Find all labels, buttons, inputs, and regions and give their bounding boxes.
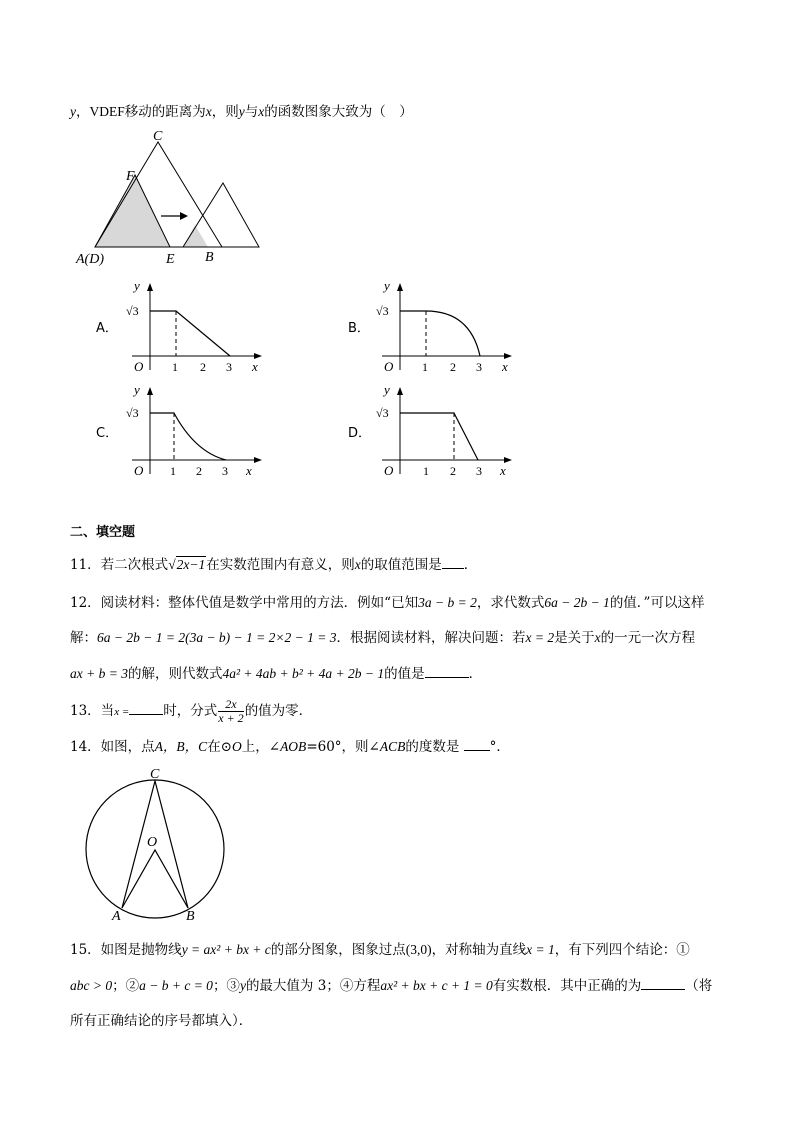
q11-radicand: 2x−1	[176, 557, 206, 572]
q15-line3: 所有正确结论的序号都填入）．	[70, 1013, 253, 1029]
svg-text:2: 2	[450, 464, 456, 478]
svg-text:√3: √3	[376, 406, 389, 420]
arrow-head	[180, 212, 188, 220]
svg-text:x: x	[500, 463, 506, 478]
svg-text:2: 2	[200, 360, 206, 374]
svg-text:2: 2	[196, 464, 202, 478]
q12-answer-blank[interactable]	[425, 665, 469, 678]
svg-text:√3: √3	[376, 304, 389, 318]
q11-answer-blank[interactable]	[442, 556, 464, 569]
curve-a	[150, 311, 230, 356]
option-d-graph[interactable]	[370, 382, 520, 482]
svg-text:2: 2	[450, 360, 456, 374]
svg-text:1: 1	[422, 360, 428, 374]
svg-text:√3: √3	[126, 406, 139, 420]
svg-text:O: O	[384, 463, 394, 478]
circle-figure	[80, 764, 230, 924]
q14-answer-blank[interactable]	[464, 738, 490, 751]
svg-text:B: B	[186, 909, 195, 924]
shaded-triangle-def	[95, 175, 170, 247]
svg-text:1: 1	[172, 360, 178, 374]
shaded-overlap	[183, 225, 208, 247]
svg-text:y: y	[384, 382, 390, 397]
option-a-graph[interactable]	[120, 278, 270, 378]
svg-text:√3: √3	[126, 304, 139, 318]
svg-text:3: 3	[476, 360, 482, 374]
label-e: E	[166, 252, 175, 267]
option-d-label[interactable]: D．	[348, 426, 372, 441]
svg-text:x: x	[252, 359, 258, 374]
q15-line2: abc > 0；②a − b + c = 0；③y的最大值为 3；④方程ax² + bx + c + 1 = 0有实数根．其中正确的为 （将	[70, 978, 713, 994]
svg-text:O: O	[384, 359, 394, 374]
svg-text:A: A	[112, 909, 121, 924]
q12-line2: 解：6a − 2b − 1 = 2(3a − b) − 1 = 2×2 − 1 = 3．根据阅读材料，解决问题：若x = 2是关于x的一元一次方程	[70, 630, 696, 646]
curve-c	[150, 413, 226, 460]
option-c-graph[interactable]	[120, 382, 270, 482]
svg-text:y: y	[134, 382, 140, 397]
q11: 11．若二次根式√2x−1在实数范围内有意义，则x的取值范围是 ．	[70, 557, 478, 573]
label-a-d: A(D)	[76, 252, 104, 267]
section-heading: 二、填空题	[70, 525, 136, 540]
q13: 13．当x = 时，分式 $\frac{2x}{x + 2}$ 的值为零．	[70, 697, 313, 725]
q13-fraction: $\frac{2x}{x + 2}$	[218, 697, 244, 725]
label-c: C	[153, 129, 163, 144]
svg-text:O: O	[147, 835, 158, 850]
curve-b	[400, 311, 480, 356]
triangle-def: VDEF	[89, 104, 125, 119]
svg-text:O: O	[134, 359, 144, 374]
svg-text:y: y	[384, 278, 390, 293]
triangle-figure	[70, 128, 270, 268]
svg-text:y: y	[134, 278, 140, 293]
q15-answer-blank[interactable]	[641, 977, 685, 990]
q15-line1: 15．如图是抛物线y = ax² + bx + c的部分图象，图象过点(3,0)，对称轴为直线x = 1，有下列四个结论：①	[70, 942, 690, 958]
q13-answer-blank[interactable]	[129, 702, 163, 715]
svg-text:1: 1	[170, 464, 176, 478]
svg-text:3: 3	[222, 464, 228, 478]
q12-line3: ax + b = 3的解，则代数式4a² + 4ab + b² + 4a + 2b − 1的值是 ．	[70, 666, 483, 682]
q12-line1: 12．阅读材料：整体代值是数学中常用的方法．例如“已知3a − b = 2，求代数式6a − 2b − 1的值．”可以这样	[70, 595, 705, 611]
label-b: B	[205, 250, 214, 265]
svg-text:x: x	[502, 359, 508, 374]
svg-text:O: O	[134, 463, 144, 478]
label-f: F	[126, 169, 135, 184]
svg-text:3: 3	[476, 464, 482, 478]
svg-text:3: 3	[226, 360, 232, 374]
svg-text:C: C	[150, 767, 160, 782]
option-b-graph[interactable]	[370, 278, 520, 378]
radii-oa-ob	[122, 850, 188, 908]
option-b-label[interactable]: B．	[348, 321, 370, 336]
var-y: y	[70, 104, 76, 119]
q10-stem-line: y，VDEF移动的距离为x，则y与x的函数图象大致为（ ）	[70, 104, 413, 120]
svg-text:1: 1	[423, 464, 429, 478]
curve-d	[400, 413, 478, 460]
svg-text:x: x	[246, 463, 252, 478]
q14: 14．如图，点A，B，C在⊙O上，∠AOB=60°，则∠ACB的度数是 °．	[70, 739, 510, 755]
option-c-label[interactable]: C．	[96, 426, 119, 441]
option-a-label[interactable]: A．	[96, 321, 118, 336]
